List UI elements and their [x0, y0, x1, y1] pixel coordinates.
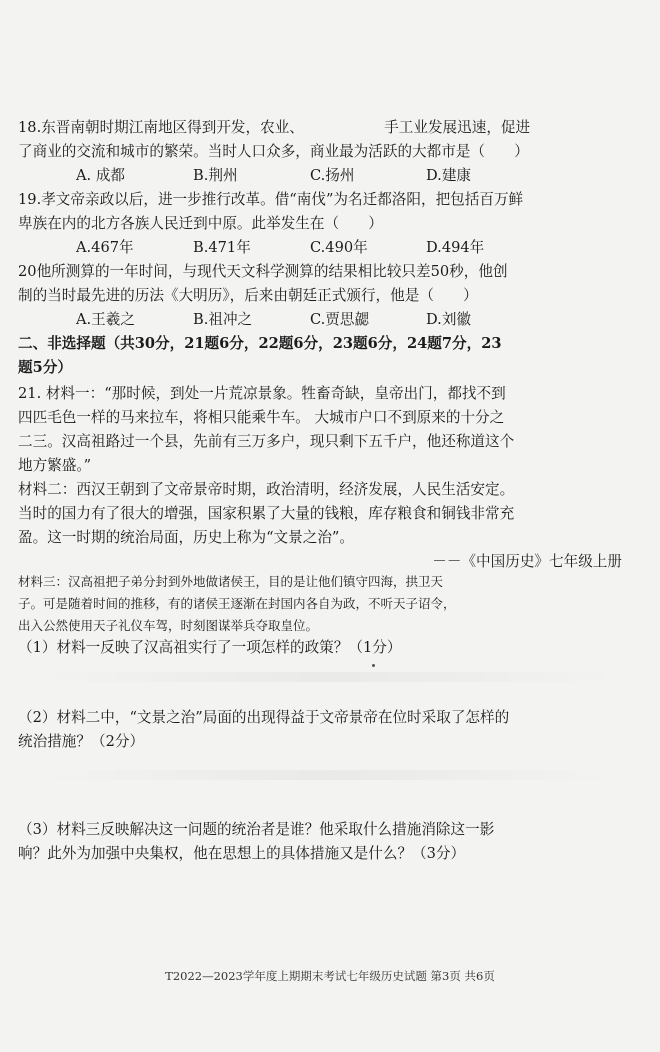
q19-option-b: B.471年 [193, 239, 251, 256]
q20-option-c: C.贾思勰 [310, 311, 370, 328]
section-2-heading-line-1: 二、非选择题（共30分，21题6分，22题6分，23题6分，24题7分，23 [18, 335, 502, 352]
q19-option-a: A.467年 [76, 239, 134, 256]
q20-option-b: B.祖冲之 [193, 311, 253, 328]
q20-option-d: D.刘徽 [426, 311, 472, 328]
q18-option-d: D.建康 [426, 167, 472, 184]
q21-material-2-line-2: 当时的国力有了很大的增强，国家积累了大量的钱粮，库存粮食和铜钱非常充 [18, 505, 515, 522]
q21-subquestion-2-line-2: 统治措施？（2分） [18, 733, 145, 750]
q19-option-d: D.494年 [426, 239, 485, 256]
section-2-heading-line-2: 题5分） [18, 359, 72, 376]
q21-material-3-line-1: 材料三：汉高祖把子弟分封到外地做诸侯王，目的是让他们镇守四海，拱卫天 [18, 574, 444, 589]
q20-stem-line-2: 制的当时最先进的历法《大明历》，后来由朝廷正式颁行，他是（ ） [18, 287, 478, 304]
q21-material-3-line-2: 子。可是随着时间的推移，有的诸侯王逐渐在封国内各自为政，不听天子诏令， [18, 596, 456, 611]
q20-stem-line-1: 20他所测算的一年时间，与现代天文科学测算的结果相比较只差50秒，他创 [18, 263, 508, 280]
q18-option-b: B.荆州 [193, 167, 238, 184]
q20-option-a: A.王羲之 [76, 311, 135, 328]
q19-stem-line-1: 19.孝文帝亲政以后，进一步推行改革。借“南伐”为名迁都洛阳，把包括百万鲜 [18, 191, 524, 208]
q21-source-citation: －－《中国历史》七年级上册 [432, 553, 622, 570]
q21-material-1-line-4: 地方繁盛。” [18, 457, 92, 474]
q21-material-2-line-1: 材料二：西汉王朝到了文帝景帝时期，政治清明，经济发展，人民生活安定。 [18, 481, 515, 498]
answer-space-2 [40, 770, 620, 780]
q21-subquestion-3-line-2: 响？此外为加强中央集权，他在思想上的具体措施又是什么？（3分） [18, 845, 466, 862]
q21-subquestion-1: （1）材料一反映了汉高祖实行了一项怎样的政策？（1分） [18, 639, 402, 656]
q21-subquestion-2-line-1: （2）材料二中，“文景之治”局面的出现得益于文帝景帝在位时采取了怎样的 [18, 709, 510, 726]
q18-stem-line-2: 了商业的交流和城市的繁荣。当时人口众多，商业最为活跃的大都市是（ ） [18, 143, 529, 160]
q21-material-1-line-1: 21. 材料一：“那时候，到处一片荒凉景象。牲畜奇缺，皇帝出门，都找不到 [18, 385, 506, 402]
q19-options [0, 236, 660, 260]
q20-options [0, 308, 660, 332]
answer-space-mark [372, 664, 375, 667]
page-footer: T2022—2023学年度上期期末考试七年级历史试题 第3页 共6页 [165, 969, 495, 983]
answer-space-1 [40, 672, 620, 682]
q19-stem-line-2: 卑族在内的北方各族人民迁到中原。此举发生在（ ） [18, 215, 383, 232]
q21-subquestion-3-line-1: （3）材料三反映解决这一问题的统治者是谁？他采取什么措施消除这一影 [18, 821, 495, 838]
q18-option-c: C.扬州 [310, 167, 355, 184]
q18-stem-line-1: 18.东晋南朝时期江南地区得到开发，农业、 手工业发展迅速，促进 [18, 119, 531, 136]
q18-option-a: A. 成都 [76, 167, 126, 184]
q19-option-c: C.490年 [310, 239, 368, 256]
q18-options [0, 164, 660, 188]
q21-material-2-line-3: 盈。这一时期的统治局面，历史上称为“文景之治”。 [18, 529, 354, 546]
q21-material-1-line-2: 四匹毛色一样的马来拉车，将相只能乘牛车。 大城市户口不到原来的十分之 [18, 409, 505, 426]
q21-material-1-line-3: 二三。汉高祖路过一个县，先前有三万多户，现只剩下五千户，他还称道这个 [18, 433, 515, 450]
q21-material-3-line-3: 出入公然使用天子礼仪车驾，时刻图谋举兵夺取皇位。 [18, 618, 319, 633]
